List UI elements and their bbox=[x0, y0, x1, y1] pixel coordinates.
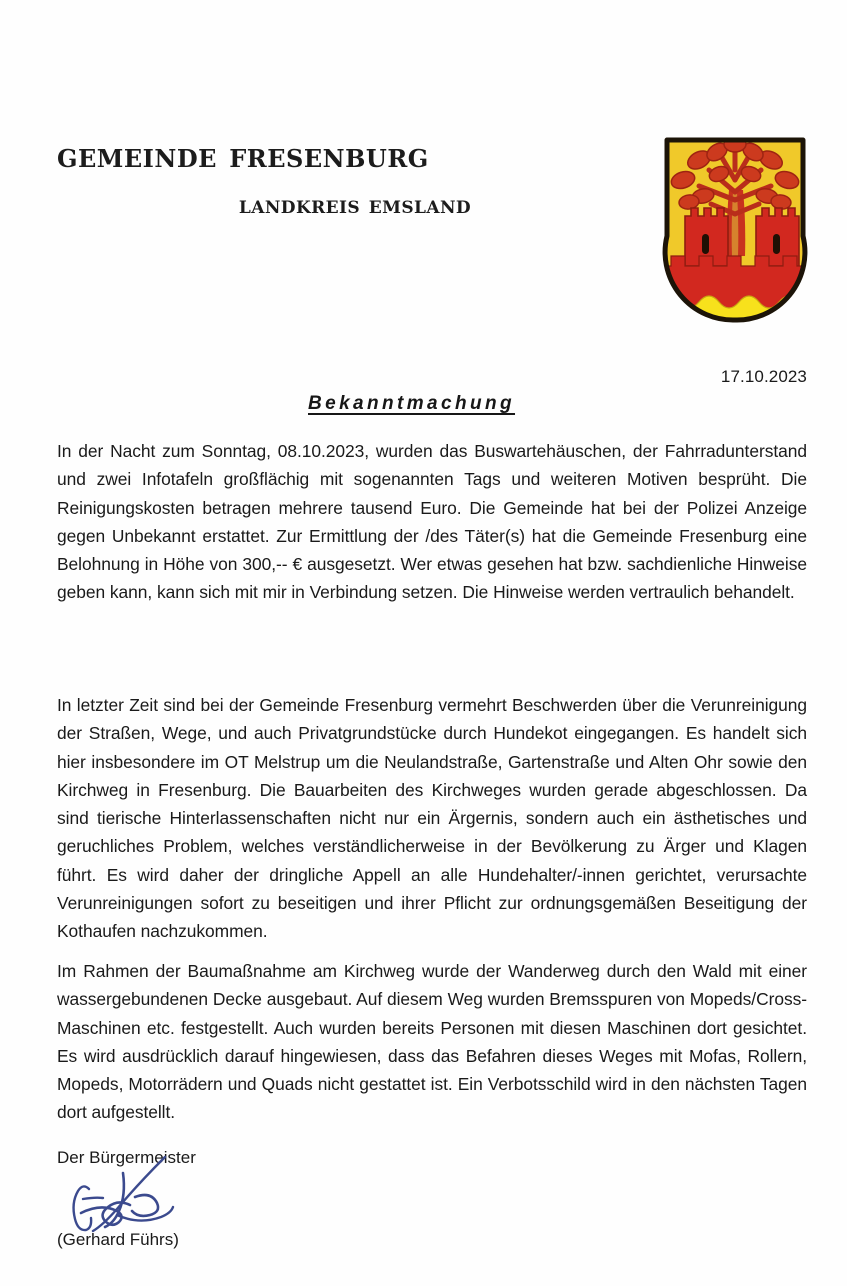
signature-block bbox=[57, 1147, 397, 1251]
handwritten-signature-icon bbox=[57, 1167, 247, 1233]
announcement-heading: Bekanntmachung bbox=[308, 393, 516, 414]
district-subtitle: landkreis emsland bbox=[238, 190, 472, 219]
signature-role: Der Bürgermeister bbox=[57, 1148, 196, 1167]
document-header bbox=[57, 136, 617, 220]
page-title: gemeinde fresenburg bbox=[57, 136, 429, 176]
paragraph-text: In der Nacht zum Sonntag, 08.10.2023, wurden das Buswartehäuschen, der Fahrradunterstand und zwei Infotafeln großflächig mit sogenannten Tags und weiteren Motiven besprüht. Die Reinigungskosten betragen mehrere tausend Euro. Die Gemeinde hat bei der Polizei Anzeige gegen Unbekannt erstattet. Zur Ermittlung der /des Täter(s) hat die Gemeinde Fresenburg eine Belohnung in Höhe von 300,-- € ausgesetzt. Wer etwas gesehen hat bzw. sachdienliche Hinweise geben kann, kann sich mit mir in Verbindung setzen. Die Hinweise werden vertraulich behandelt. bbox=[57, 441, 807, 603]
document-date: 17.10.2023 bbox=[720, 367, 807, 386]
announcement-paragraph-1 bbox=[57, 437, 807, 607]
announcement-paragraph-3 bbox=[57, 957, 807, 1127]
announcement-paragraph-2 bbox=[57, 691, 807, 946]
coat-of-arms-icon bbox=[659, 130, 811, 330]
paragraph-text: In letzter Zeit sind bei der Gemeinde Fresenburg vermehrt Beschwerden über die Verunreinigung der Straßen, Wege, und auch Privatgrundstücke durch Hundekot eingegangen. Es handelt sich hier insbesondere im OT Melstrup um die Neulandstraße, Gartenstraße und Alten Ohr sowie den Kirchweg in Fresenburg. Die Bauarbeiten des Kirchweges wurden gerade abgeschlossen. Da sind tierische Hinterlassenschaften nicht nur ein Ärgernis, sondern auch ein ästhetisches und geruchliches Problem, welches verständlicherweise in der Bevölkerung zu Ärger und Klagen führt. Es wird daher der dringliche Appell an alle Hundehalter/-innen gerichtet, verursachte Verunreinigungen sofort zu beseitigen und ihrer Pflicht zur ordnungsgemäßen Beseitigung der Kothaufen nachzukommen. bbox=[57, 695, 807, 942]
paragraph-text: Im Rahmen der Baumaßnahme am Kirchweg wurde der Wanderweg durch den Wald mit einer wassergebundenen Decke ausgebaut. Auf diesem Weg wurden Bremsspuren von Mopeds/Cross-Maschinen etc. festgestellt. Auch wurden bereits Personen mit diesen Maschinen dort gesichtet. Es wird ausdrücklich darauf hingewiesen, dass das Befahren dieses Weges mit Mofas, Rollern, Mopeds, Motorrädern und Quads nicht gestattet ist. Ein Verbotsschild wird in den nächsten Tagen dort aufgestellt. bbox=[57, 961, 807, 1123]
signature-name: (Gerhard Führs) bbox=[57, 1230, 179, 1249]
